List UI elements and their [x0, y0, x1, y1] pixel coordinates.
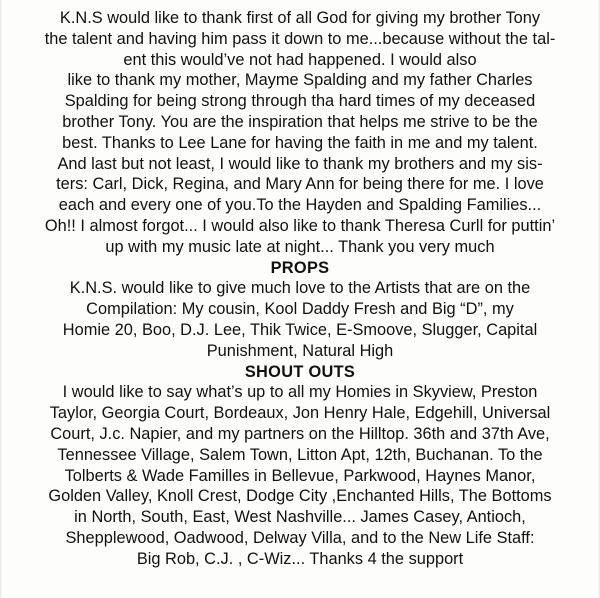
- shout-outs-line: Tolberts & Wade Familles in Bellevue, Parkwood, Haynes Manor,: [64, 465, 536, 485]
- props-line: Compilation: My cousin, Kool Daddy Fresh and Big “D”, my: [86, 299, 514, 319]
- shout-outs-line: Taylor, Georgia Court, Bordeaux, Jon Henry Hale, Edgehill, Universal: [49, 403, 551, 423]
- thanks-section: [0, 8, 600, 258]
- thanks-line: the talent and having him pass it down to me...because without the tal-: [44, 28, 556, 48]
- shout-outs-line: Big Rob, C.J. , C-Wiz... Thanks 4 the support: [136, 548, 464, 568]
- thanks-line: And last but not least, I would like to thank my brothers and my sis-: [57, 153, 543, 173]
- thanks-line: like to thank my mother, Mayme Spalding and my father Charles: [67, 70, 533, 90]
- props-section: [0, 258, 600, 362]
- props-heading: PROPS: [270, 257, 330, 277]
- shout-outs-line: Golden Valley, Knoll Crest, Dodge City ,Enchanted Hills, The Bottoms: [48, 486, 552, 506]
- thanks-line: ent this would’ve not had happened. I would also: [123, 49, 477, 69]
- shout-outs-line: I would like to say what’s up to all my Homies in Skyview, Preston: [62, 382, 538, 402]
- thanks-line: Spalding for being strong through tha hard times of my deceased: [64, 91, 536, 111]
- thanks-line: ters: Carl, Dick, Regina, and Mary Ann for being there for me. I love: [56, 174, 544, 194]
- thanks-line: K.N.S would like to thank first of all God for giving my brother Tony: [59, 8, 541, 27]
- page-edge-left: [0, 0, 2, 598]
- shout-outs-line: Shepplewood, Oadwood, Delway Villa, and to the New Life Staff:: [65, 527, 535, 547]
- shout-outs-line: Court, J.c. Napier, and my partners on the Hilltop. 36th and 37th Ave,: [50, 423, 550, 443]
- thanks-line: up with my music late at night... Thank you very much: [105, 236, 495, 256]
- thanks-line: Oh!! I almost forgot... I would also like to thank Theresa Curll for puttin’: [44, 215, 556, 235]
- thanks-line: each and every one of you.To the Hayden and Spalding Families...: [58, 195, 542, 215]
- thanks-line: brother Tony. You are the inspiration that helps me strive to be the: [62, 111, 538, 131]
- shout-outs-line: Tennessee Village, Salem Town, Litton Apt, 12th, Buchanan. To the: [57, 444, 543, 464]
- props-line: Punishment, Natural High: [206, 340, 394, 360]
- shout-outs-heading: SHOUT OUTS: [244, 361, 356, 381]
- thanks-line: best. Thanks to Lee Lane for having the faith in me and my talent.: [62, 132, 538, 152]
- props-line: K.N.S. would like to give much love to the Artists that are on the: [69, 278, 531, 298]
- shout-outs-line: in North, South, East, West Nashville... James Casey, Antioch,: [74, 507, 526, 527]
- shout-outs-section: [0, 362, 600, 570]
- props-line: Homie 20, Boo, D.J. Lee, Thik Twice, E-Smoove, Slugger, Capital: [62, 319, 538, 339]
